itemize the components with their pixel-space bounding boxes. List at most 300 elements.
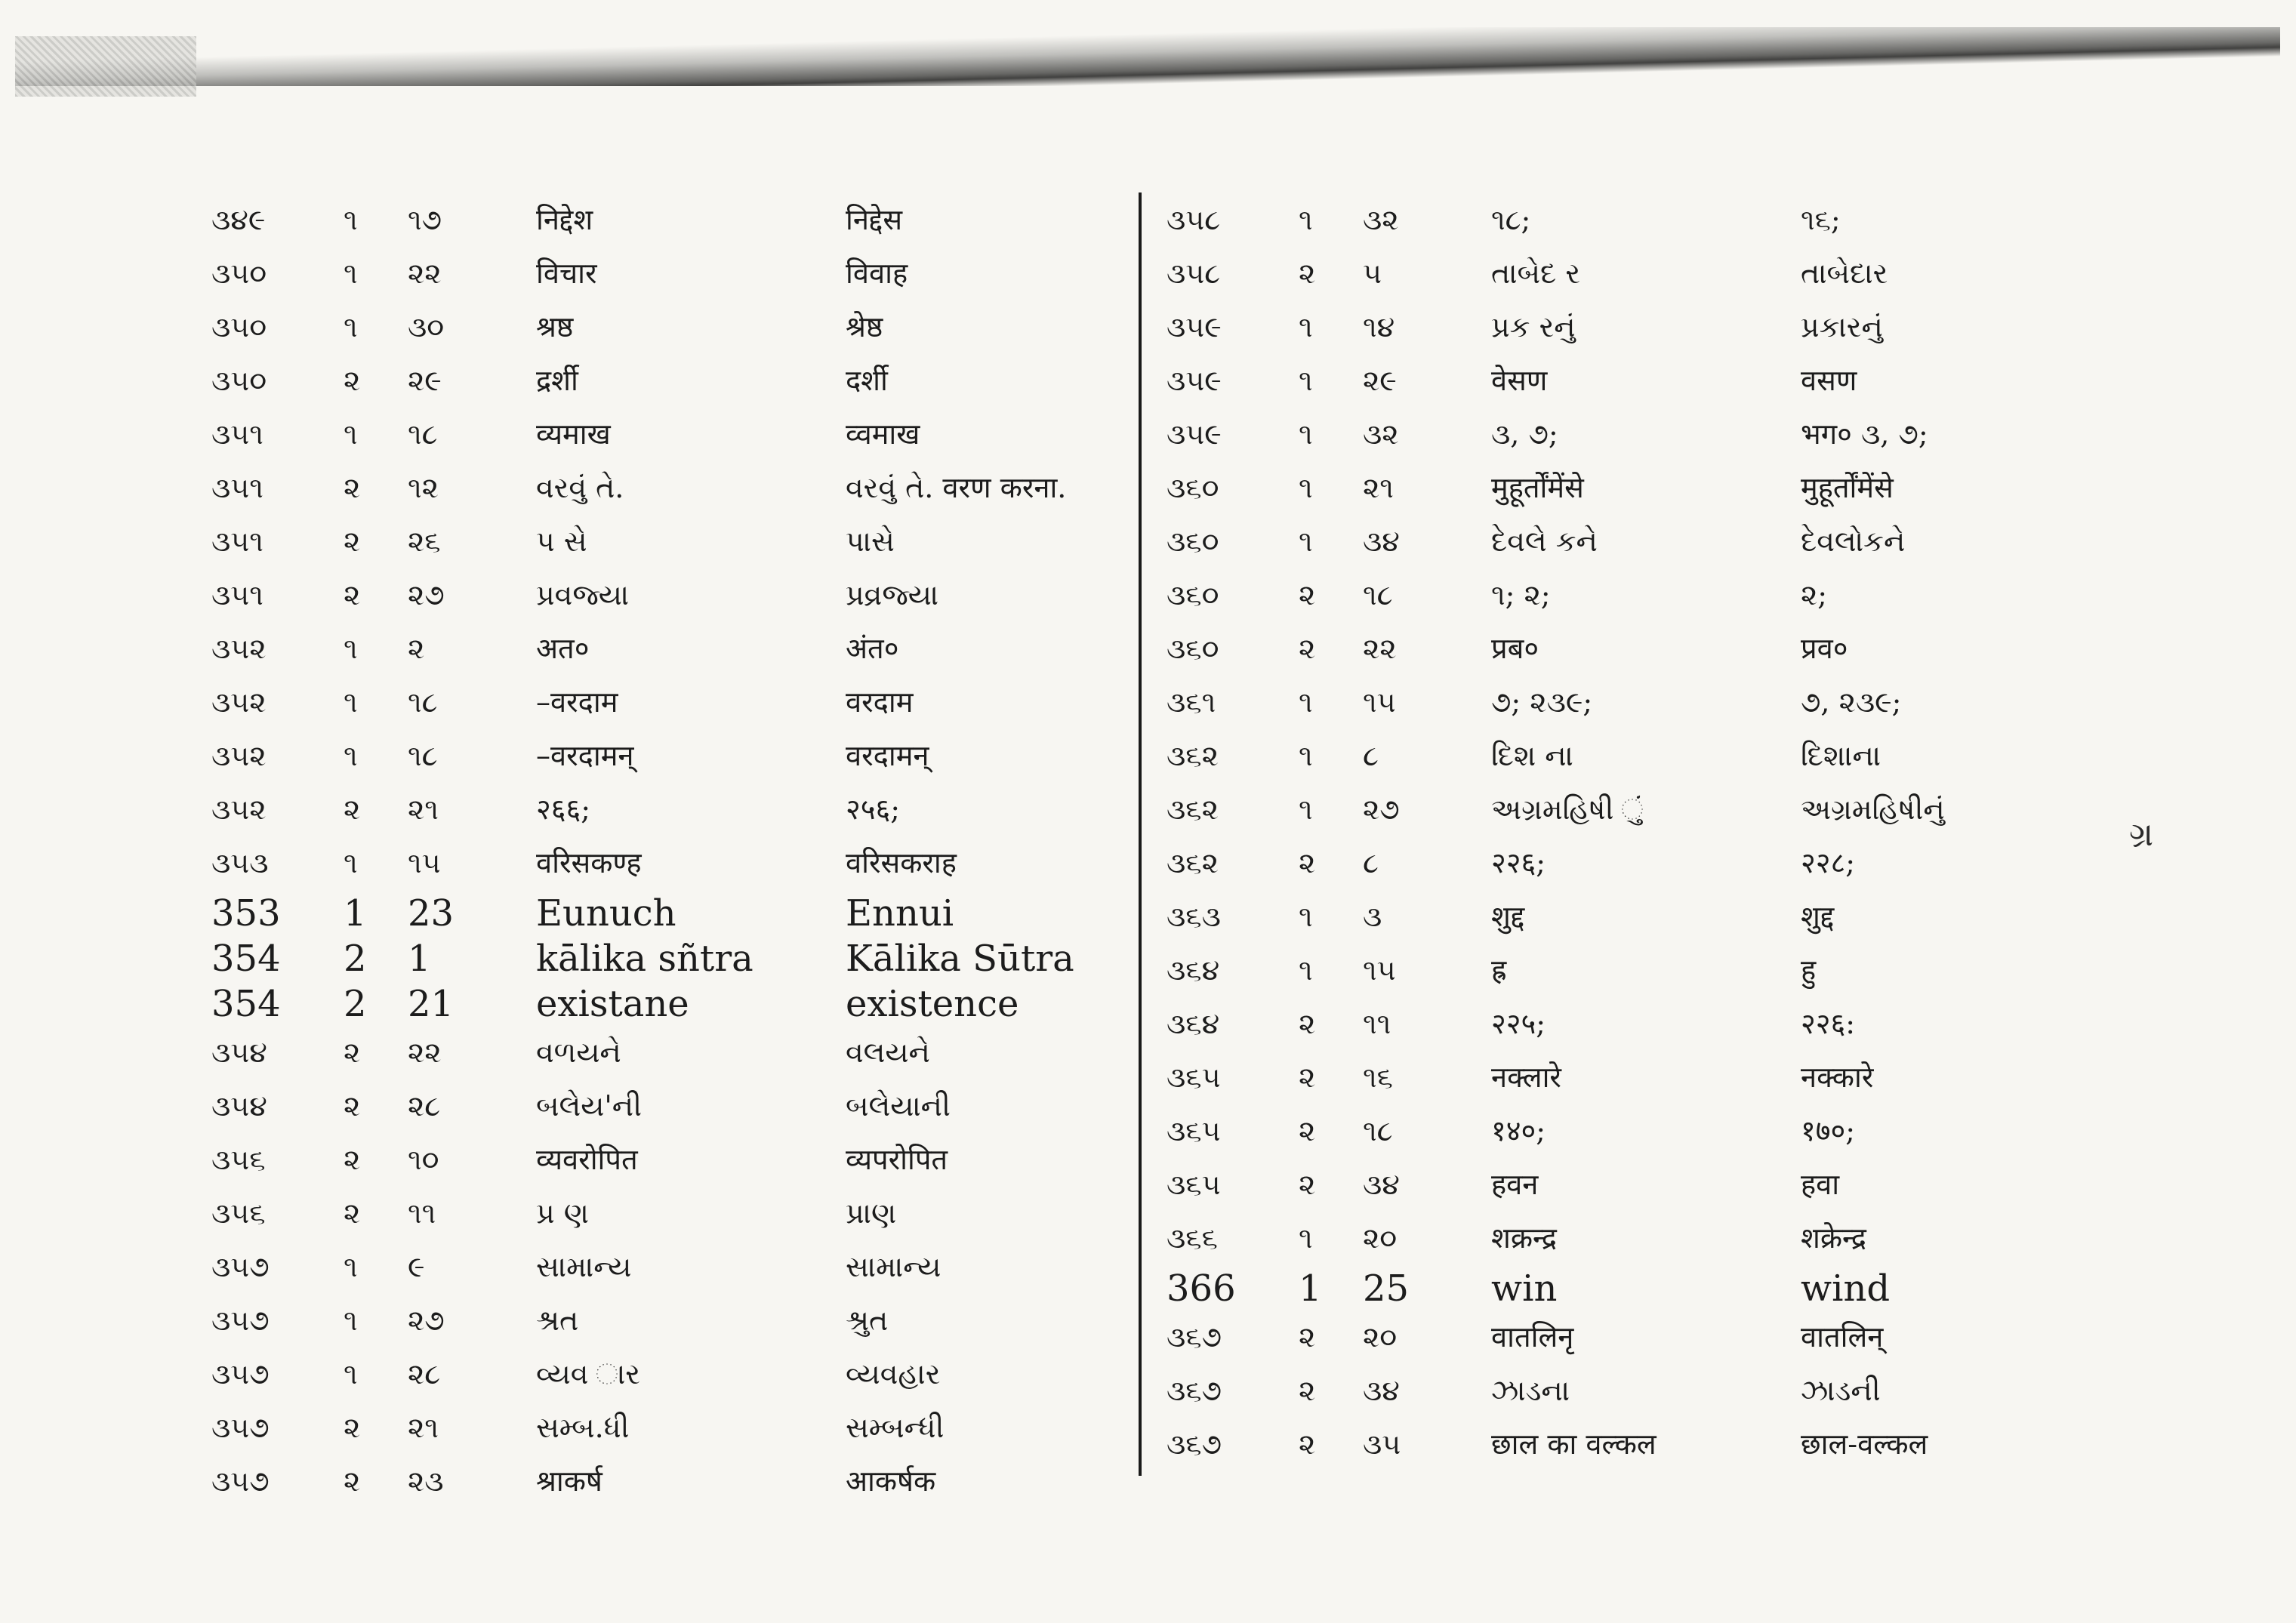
corrected-text: દેવલોકને xyxy=(1801,525,1906,558)
erratum-row xyxy=(1166,731,2073,784)
erratum-row xyxy=(211,1456,1117,1510)
line-number: ૩૦ xyxy=(408,310,445,343)
page-number: ૩૬૬ xyxy=(1166,1221,1218,1255)
incorrect-text: मुहूर्तोंमेंसे xyxy=(1491,471,1584,504)
column-number: ૧ xyxy=(344,739,358,772)
column-number: 1 xyxy=(344,892,367,935)
line-number: ૧૮ xyxy=(408,417,438,451)
erratum-row xyxy=(211,1188,1117,1242)
erratum-row xyxy=(211,838,1117,892)
line-number: 23 xyxy=(408,892,455,935)
column-number: ૨ xyxy=(1299,1168,1316,1201)
incorrect-text: शक्रन्द्र xyxy=(1491,1221,1557,1255)
page-number: ૩૬૦ xyxy=(1166,525,1219,558)
column-number: 2 xyxy=(344,938,367,980)
erratum-row xyxy=(1166,838,2073,892)
page-number: ૩૫૦ xyxy=(211,310,267,343)
column-number: ૨ xyxy=(344,578,361,611)
corrected-text: wind xyxy=(1801,1267,1891,1310)
page-number: ૩૬૩ xyxy=(1166,900,1221,933)
errata-left-column xyxy=(211,195,1117,1510)
incorrect-text: વરવું તે. xyxy=(536,471,624,504)
column-number: ૧ xyxy=(344,1357,358,1390)
line-number: ૧૮ xyxy=(408,685,438,719)
page-number: ૩૫૭ xyxy=(211,1464,270,1498)
line-number: ૩૪ xyxy=(1363,1374,1400,1407)
scan-shadow-corner xyxy=(15,36,196,97)
column-number: ૧ xyxy=(1299,203,1313,236)
corrected-text: शुद्द xyxy=(1801,900,1835,933)
corrected-text: हु xyxy=(1801,953,1817,987)
page-number: ૩૫૧ xyxy=(211,417,264,451)
corrected-text: २२८; xyxy=(1801,846,1856,879)
incorrect-text: ૩, ૭; xyxy=(1491,417,1558,451)
line-number: ૩૫ xyxy=(1363,1427,1401,1461)
erratum-row xyxy=(211,677,1117,731)
page-number: ૩૫૯ xyxy=(1166,417,1222,451)
column-number: ૨ xyxy=(344,1464,361,1498)
corrected-text: वसण xyxy=(1801,364,1857,397)
column-number: ૨ xyxy=(1299,632,1316,665)
column-number: ૨ xyxy=(1299,1114,1316,1147)
corrected-text: ૨; xyxy=(1801,578,1828,611)
incorrect-text: वेसण xyxy=(1491,364,1548,397)
page-number: ૩૫૨ xyxy=(211,739,267,772)
erratum-row xyxy=(1166,1312,2073,1366)
column-number: ૨ xyxy=(344,471,361,504)
corrected-text: Kālika Sūtra xyxy=(846,938,1074,980)
erratum-row xyxy=(211,516,1117,570)
page-number: ૩૫૭ xyxy=(211,1250,270,1283)
page-number: ૩૫૧ xyxy=(211,471,264,504)
erratum-row xyxy=(211,892,1117,937)
line-number: ૩ xyxy=(1363,900,1382,933)
erratum-row xyxy=(211,463,1117,516)
line-number: ૨૯ xyxy=(1363,364,1397,397)
erratum-row xyxy=(211,937,1117,982)
column-number: ૧ xyxy=(344,1304,358,1337)
column-number: ૨ xyxy=(344,364,361,397)
line-number: ૨૭ xyxy=(408,1304,445,1337)
incorrect-text: २६६; xyxy=(536,793,591,826)
incorrect-text: શ્રત xyxy=(536,1304,579,1337)
erratum-row xyxy=(211,302,1117,356)
erratum-row xyxy=(211,195,1117,248)
incorrect-text: वातलिनृ xyxy=(1491,1320,1574,1354)
page-number: ૩૫૮ xyxy=(1166,203,1221,236)
column-number: ૨ xyxy=(1299,257,1316,290)
corrected-text: दर्शी xyxy=(846,364,888,397)
erratum-row xyxy=(1166,1106,2073,1160)
line-number: ૨૨ xyxy=(408,1036,442,1069)
erratum-row xyxy=(211,1027,1117,1081)
line-number: ૧૧ xyxy=(1363,1007,1391,1040)
column-number: ૨ xyxy=(1299,1007,1316,1040)
erratum-row xyxy=(1166,248,2073,302)
erratum-row xyxy=(1166,945,2073,999)
page-number: ૩૬૭ xyxy=(1166,1374,1222,1407)
page-number: 354 xyxy=(211,938,281,980)
column-number: ૨ xyxy=(344,1411,361,1444)
incorrect-text: Eunuch xyxy=(536,892,676,935)
incorrect-text: २२६; xyxy=(1491,846,1546,879)
incorrect-text: વ્યવ ાર xyxy=(536,1357,640,1390)
page-number: ૩૫૩ xyxy=(211,846,269,879)
line-number: ૧૪ xyxy=(1363,310,1395,343)
line-number: ૨૩ xyxy=(408,1464,444,1498)
corrected-text: વરવું તે. वरण करना. xyxy=(846,471,1067,504)
corrected-text: તાબેદાર xyxy=(1801,257,1888,290)
line-number: ૮ xyxy=(1363,739,1379,772)
erratum-row xyxy=(1166,409,2073,463)
line-number: ૨૦ xyxy=(1363,1221,1398,1255)
column-number: ૧ xyxy=(1299,900,1313,933)
line-number: ૧૮ xyxy=(1363,578,1393,611)
column-number: ૨ xyxy=(1299,578,1316,611)
corrected-text: શ્રુત xyxy=(846,1304,889,1337)
incorrect-text: અગ્રમહિષી ું xyxy=(1491,793,1644,826)
page-number: ૩૫૪ xyxy=(211,1089,267,1123)
column-number: ૧ xyxy=(344,685,358,719)
corrected-text: भग० ૩, ૭; xyxy=(1801,417,1928,451)
corrected-text: नक्कारे xyxy=(1801,1061,1874,1094)
incorrect-text: દેવલે કને xyxy=(1491,525,1598,558)
corrected-text: સમ્બન્ધી xyxy=(846,1411,945,1444)
column-number: ૧ xyxy=(1299,1221,1313,1255)
page-number: ૩૬૫ xyxy=(1166,1061,1221,1094)
incorrect-text: छाल का वल्कल xyxy=(1491,1427,1657,1461)
page-number: ૩૫૭ xyxy=(211,1304,270,1337)
incorrect-text: नक्लारे xyxy=(1491,1061,1561,1094)
page-number: ૩૫૮ xyxy=(1166,257,1221,290)
corrected-text: निद्देस xyxy=(846,203,903,236)
corrected-text: १७०; xyxy=(1801,1114,1856,1147)
page-number: ૩૬૫ xyxy=(1166,1168,1221,1201)
page-number: ૩૬૦ xyxy=(1166,578,1219,611)
line-number: ૩૨ xyxy=(1363,417,1399,451)
corrected-text: પ્રાણ xyxy=(846,1196,897,1230)
page-number: ૩૪૯ xyxy=(211,203,266,236)
column-number: ૨ xyxy=(344,793,361,826)
column-number: ૧ xyxy=(344,203,358,236)
corrected-text: वरदाम xyxy=(846,685,914,719)
page-number: ૩૬૦ xyxy=(1166,471,1219,504)
column-number: ૧ xyxy=(344,1250,358,1283)
column-number: ૧ xyxy=(344,632,358,665)
line-number: ૫ xyxy=(1363,257,1382,290)
incorrect-text: १४०; xyxy=(1491,1114,1546,1147)
incorrect-text: ઝાડના xyxy=(1491,1374,1570,1407)
incorrect-text: સામાન્ય xyxy=(536,1250,632,1283)
erratum-row xyxy=(1166,1052,2073,1106)
page-number: ૩૫૨ xyxy=(211,685,267,719)
column-number: ૧ xyxy=(1299,471,1313,504)
erratum-row xyxy=(211,356,1117,409)
line-number: ૧૬ xyxy=(1363,1061,1393,1094)
erratum-row xyxy=(1166,1267,2073,1312)
line-number: ૧૨ xyxy=(408,471,439,504)
erratum-row xyxy=(211,1135,1117,1188)
column-number: ૨ xyxy=(344,1196,361,1230)
corrected-text: विवाह xyxy=(846,257,908,290)
column-number: ૧ xyxy=(1299,685,1313,719)
erratum-row xyxy=(1166,892,2073,945)
incorrect-text: દિશ ના xyxy=(1491,739,1573,772)
line-number: 1 xyxy=(408,938,431,980)
incorrect-text: ૭; ૨૩૯; xyxy=(1491,685,1593,719)
line-number: ૩૨ xyxy=(1363,203,1399,236)
page-number: ૩૫૯ xyxy=(1166,310,1222,343)
incorrect-text: વળયને xyxy=(536,1036,621,1069)
page-number: ૩૫૨ xyxy=(211,632,267,665)
line-number: ૯ xyxy=(408,1250,425,1283)
page-number: ૩૬૪ xyxy=(1166,953,1220,987)
corrected-text: वरिसकराह xyxy=(846,846,957,879)
line-number: ૨૧ xyxy=(408,793,439,826)
incorrect-text: श्राकर्ष xyxy=(536,1464,603,1498)
corrected-text: અગ્રમહિષીનું xyxy=(1801,793,1945,826)
page-number: ૩૬૨ xyxy=(1166,793,1219,826)
line-number: ૨૧ xyxy=(408,1411,439,1444)
line-number: ૨૮ xyxy=(408,1357,441,1390)
corrected-text: સામાન્ય xyxy=(846,1250,942,1283)
corrected-text: व्वमाख xyxy=(846,417,920,451)
line-number: 21 xyxy=(408,983,455,1025)
corrected-text: વલયને xyxy=(846,1036,930,1069)
incorrect-text: win xyxy=(1491,1267,1558,1310)
corrected-text: अंत० xyxy=(846,632,899,665)
page-number: ૩૫૦ xyxy=(211,257,267,290)
corrected-text: वरदामन् xyxy=(846,739,929,772)
column-number: ૨ xyxy=(344,1143,361,1176)
line-number: ૨૭ xyxy=(1363,793,1400,826)
erratum-row xyxy=(1166,1419,2073,1473)
line-number: ૩૪ xyxy=(1363,1168,1400,1201)
line-number: ૨૯ xyxy=(408,364,442,397)
incorrect-text: –वरदामन् xyxy=(536,739,634,772)
column-number: ૧ xyxy=(344,846,358,879)
incorrect-text: –वरदाम xyxy=(536,685,618,719)
corrected-text: Ennui xyxy=(846,892,954,935)
column-number: ૧ xyxy=(1299,739,1313,772)
incorrect-text: existane xyxy=(536,983,689,1025)
incorrect-text: व्यमाख xyxy=(536,417,611,451)
scan-shadow-top xyxy=(15,27,2280,86)
erratum-row xyxy=(1166,1213,2073,1267)
corrected-text: हवा xyxy=(1801,1168,1840,1201)
erratum-row xyxy=(211,1349,1117,1403)
erratum-row xyxy=(211,248,1117,302)
page-number: ૩૫૭ xyxy=(211,1411,270,1444)
corrected-text: व्यपरोपित xyxy=(846,1143,948,1176)
line-number: ૧૮ xyxy=(408,739,438,772)
erratum-row xyxy=(211,624,1117,677)
corrected-text: પ્રકારનું xyxy=(1801,310,1883,343)
erratum-row xyxy=(211,409,1117,463)
line-number: ૧૮ xyxy=(1363,1114,1393,1147)
line-number: ૨ xyxy=(408,632,425,665)
page-number: ૩૫૪ xyxy=(211,1036,267,1069)
column-number: ૨ xyxy=(344,1089,361,1123)
corrected-text: ૧૬; xyxy=(1801,203,1841,236)
incorrect-text: २२५; xyxy=(1491,1007,1546,1040)
incorrect-text: બલેય'ની xyxy=(536,1089,642,1123)
page-number: ૩૬૨ xyxy=(1166,846,1219,879)
corrected-text: प्रव० xyxy=(1801,632,1848,665)
column-number: ૨ xyxy=(1299,1427,1316,1461)
erratum-row xyxy=(1166,1366,2073,1419)
column-number: 1 xyxy=(1299,1267,1322,1310)
page-number: ૩૬૨ xyxy=(1166,739,1219,772)
corrected-text: બલેયાની xyxy=(846,1089,951,1123)
line-number: ૨૨ xyxy=(1363,632,1397,665)
erratum-row xyxy=(1166,570,2073,624)
corrected-text: ૭, ૨૩૯; xyxy=(1801,685,1902,719)
line-number: ૨૭ xyxy=(408,578,445,611)
corrected-text: २२६: xyxy=(1801,1007,1856,1040)
incorrect-text: निद्देश xyxy=(536,203,593,236)
column-number: ૨ xyxy=(1299,1061,1316,1094)
corrected-text: मुहूर्तोंमेंसे xyxy=(1801,471,1894,504)
column-number: ૧ xyxy=(344,257,358,290)
column-number: ૨ xyxy=(344,1036,361,1069)
incorrect-text: शुद्द xyxy=(1491,900,1525,933)
incorrect-text: ૧૮; xyxy=(1491,203,1531,236)
column-divider xyxy=(1139,192,1142,1476)
errata-right-column xyxy=(1166,195,2073,1473)
erratum-row xyxy=(1166,195,2073,248)
corrected-text: वातलिन् xyxy=(1801,1320,1884,1354)
corrected-text: २५६; xyxy=(846,793,901,826)
page-number: 354 xyxy=(211,983,281,1025)
erratum-row xyxy=(1166,356,2073,409)
line-number: ૧૫ xyxy=(408,846,441,879)
erratum-row xyxy=(1166,1160,2073,1213)
page-number: ૩૫૬ xyxy=(211,1143,266,1176)
column-number: ૨ xyxy=(1299,846,1316,879)
column-number: ૨ xyxy=(1299,1374,1316,1407)
incorrect-text: ह्र xyxy=(1491,953,1507,987)
line-number: ૧૭ xyxy=(408,203,442,236)
page-number: 353 xyxy=(211,892,281,935)
erratum-row xyxy=(1166,999,2073,1052)
incorrect-text: श्रष्ठ xyxy=(536,310,574,343)
incorrect-text: अत० xyxy=(536,632,590,665)
incorrect-text: वरिसकण्ह xyxy=(536,846,642,879)
line-number: ૧૧ xyxy=(408,1196,436,1230)
erratum-row xyxy=(1166,463,2073,516)
column-number: ૨ xyxy=(344,525,361,558)
erratum-row xyxy=(211,1403,1117,1456)
column-number: ૧ xyxy=(1299,417,1313,451)
erratum-row xyxy=(211,570,1117,624)
erratum-row xyxy=(211,731,1117,784)
column-number: ૨ xyxy=(1299,1320,1316,1354)
page-number: ૩૬૭ xyxy=(1166,1427,1222,1461)
erratum-row xyxy=(211,1242,1117,1295)
line-number: ૧૫ xyxy=(1363,953,1396,987)
corrected-text: श्रेष्ठ xyxy=(846,310,883,343)
erratum-row xyxy=(211,784,1117,838)
corrected-text: વ્યવહાર xyxy=(846,1357,941,1390)
column-number: ૧ xyxy=(1299,525,1313,558)
page-number: ૩૬૫ xyxy=(1166,1114,1221,1147)
incorrect-text: પ્ર ણ xyxy=(536,1196,589,1230)
erratum-row xyxy=(1166,677,2073,731)
erratum-row xyxy=(211,982,1117,1027)
corrected-text: ઝાડની xyxy=(1801,1374,1881,1407)
corrected-text: शक्रेन्द्र xyxy=(1801,1221,1866,1255)
page-number: ૩૬૪ xyxy=(1166,1007,1220,1040)
page-number: ૩૬૭ xyxy=(1166,1320,1222,1354)
column-number: ૧ xyxy=(1299,793,1313,826)
erratum-row xyxy=(1166,784,2073,838)
incorrect-text: તાબેદ ર xyxy=(1491,257,1580,290)
erratum-row xyxy=(1166,302,2073,356)
column-number: ૧ xyxy=(1299,310,1313,343)
corrected-text: દિશાના xyxy=(1801,739,1881,772)
corrected-text: छाल-वल्कल xyxy=(1801,1427,1928,1461)
erratum-row xyxy=(211,1295,1117,1349)
erratum-row xyxy=(1166,624,2073,677)
page-number: ૩૫૧ xyxy=(211,578,264,611)
corrected-text: existence xyxy=(846,983,1019,1025)
incorrect-text: સમ્બ.ધી xyxy=(536,1411,630,1444)
incorrect-text: પ સે xyxy=(536,525,587,558)
incorrect-text: kālika sñtra xyxy=(536,938,754,980)
page-number: ૩૫૬ xyxy=(211,1196,266,1230)
line-number: ૨૨ xyxy=(408,257,442,290)
corrected-text: પાસે xyxy=(846,525,895,558)
page-number: ૩૬૦ xyxy=(1166,632,1219,665)
line-number: ૨૧ xyxy=(1363,471,1394,504)
incorrect-text: द्रर्शी xyxy=(536,364,578,397)
incorrect-text: પ્રક રનું xyxy=(1491,310,1576,343)
column-number: 2 xyxy=(344,983,367,1025)
incorrect-text: व्यवरोपित xyxy=(536,1143,638,1176)
incorrect-text: हवन xyxy=(1491,1168,1539,1201)
incorrect-text: प्रब० xyxy=(1491,632,1539,665)
page-number: ૩૫૯ xyxy=(1166,364,1222,397)
page-number: ૩૫૧ xyxy=(211,525,264,558)
page-number: ૩૫૦ xyxy=(211,364,267,397)
line-number: ૨૮ xyxy=(408,1089,441,1123)
column-number: ૧ xyxy=(1299,953,1313,987)
line-number: ૧૦ xyxy=(408,1143,439,1176)
erratum-row xyxy=(1166,516,2073,570)
column-number: ૧ xyxy=(1299,364,1313,397)
line-number: 25 xyxy=(1363,1267,1410,1310)
line-number: ૨૬ xyxy=(408,525,441,558)
page-number: 366 xyxy=(1166,1267,1236,1310)
page-number: ૩૬૧ xyxy=(1166,685,1216,719)
line-number: ૮ xyxy=(1363,846,1379,879)
incorrect-text: પ્રવજ્યા xyxy=(536,578,630,611)
erratum-row xyxy=(211,1081,1117,1135)
column-number: ૧ xyxy=(344,310,358,343)
line-number: ૩૪ xyxy=(1363,525,1400,558)
line-number: ૧૫ xyxy=(1363,685,1396,719)
incorrect-text: ૧; ૨; xyxy=(1491,578,1551,611)
incorrect-text: विचार xyxy=(536,257,597,290)
column-number: ૧ xyxy=(344,417,358,451)
corrected-text: आकर्षक xyxy=(846,1464,936,1498)
page-number: ૩૫૭ xyxy=(211,1357,270,1390)
page-number: ૩૫૨ xyxy=(211,793,267,826)
corrected-text: પ્રવ્રજ્યા xyxy=(846,578,939,611)
margin-mark: ગ્ર xyxy=(2129,815,2154,854)
line-number: ૨૦ xyxy=(1363,1320,1398,1354)
